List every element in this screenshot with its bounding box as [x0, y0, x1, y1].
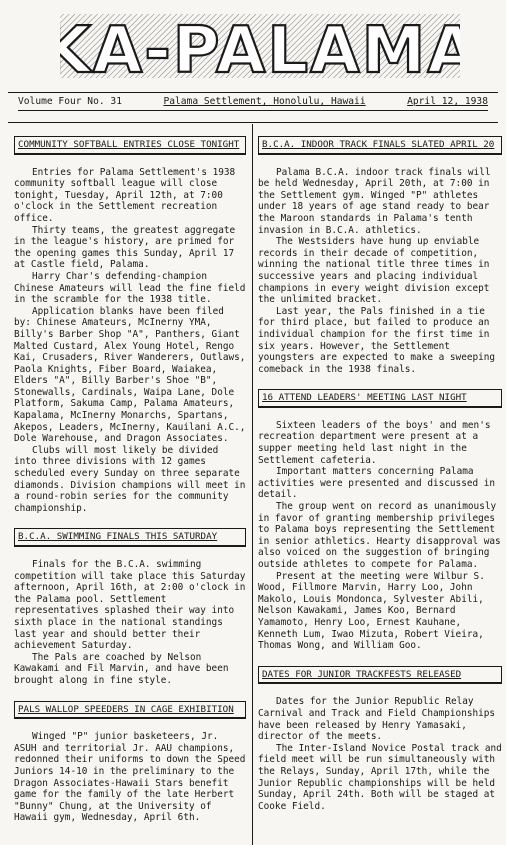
article-paragraph: Palama B.C.A. indoor track finals will be held Wednesday, April 20th, at 7:00 in the Settlement gym. Winged "P" athletes under 18 years of age stand ready to bear the Maroon standards in Palama's tenth invasion in B.C.A. athletics. — [258, 166, 491, 236]
article-paragraph: Last year, the Pals finished in a tie for third place, but failed to produce an individual champion for the first time in six years. However, the Settlement youngsters are expected to make a sweeping comeback in the 1938 finals. — [258, 305, 496, 375]
issue-volume: Volume Four No. 31 — [18, 96, 122, 107]
article-paragraph: Sixteen leaders of the boys' and men's recreation department were present at a supper meeting held last night in the Settlement cafeteria. — [258, 419, 491, 466]
article-pals-wallop-speeders — [14, 701, 246, 824]
article-paragraph: The Pals are coached by Nelson Kawakami and Fil Marvin, and have been brought along in fine style. — [14, 651, 229, 686]
article-paragraph: Finals for the B.C.A. swimming competition will take place this Saturday afternoon, April 16th, at 2:00 o'clock in the Palama pool. Settlement representatives splashed their way into sixth place in the national standings last year and should better their achievement Saturday. — [14, 559, 246, 652]
article-paragraph: The Inter-Island Novice Postal track and field meet will be run simultaneously with the Relays, Sunday, April 17th, while the Junior Republic championships will be held Sunday, April 24th. Both will be staged at Cooke Field. — [258, 742, 502, 812]
masthead — [60, 6, 460, 86]
article-paragraph: Important matters concerning Palama activities were presented and discussed in detail. — [258, 466, 496, 501]
article-junior-trackfests — [258, 666, 502, 813]
article-paragraph: The Westsiders have hung up enviable records in their decade of competition, winning the national title three times in successive years and placing individual champions in every weight division except the unlimited bracket. — [258, 236, 490, 306]
masthead-top-rule — [8, 92, 498, 93]
masthead-title: KA-PALAMA — [60, 14, 460, 86]
article-bca-swimming — [14, 528, 246, 686]
article-headline: DATES FOR JUNIOR TRACKFESTS RELEASED — [258, 666, 502, 685]
right-column — [258, 136, 502, 826]
article-headline: B.C.A. SWIMMING FINALS THIS SATURDAY — [14, 528, 246, 547]
masthead-logo — [60, 6, 460, 86]
article-headline: COMMUNITY SOFTBALL ENTRIES CLOSE TONIGHT — [14, 136, 246, 155]
article-paragraph: The group went on record as unanimously in favor of granting membership privileges to Palama boys representing the Settlement in senior athletics. Hearty disapproval was also voiced on the suggestion of bringing outside athletes to compete for Palama. — [258, 501, 501, 570]
column-divider — [252, 124, 253, 845]
article-leaders-meeting — [258, 389, 502, 651]
columns-top-rule — [8, 122, 498, 123]
article-paragraph: Entries for Palama Settlement's 1938 community softball league will close tonight, Tuesday, April 12th, at 7:00 o'clock in the Settlement recreation office. — [14, 166, 236, 224]
article-paragraph: Clubs will most likely be divided into three divisions with 12 games scheduled every Sunday on three separate diamonds. Division champions will meet in a round-robin series for the community championship. — [14, 444, 246, 514]
left-column — [14, 136, 246, 838]
article-softball-entries — [14, 136, 246, 514]
article-headline: B.C.A. INDOOR TRACK FINALS SLATED APRIL 20 — [258, 136, 502, 155]
article-headline: 16 ATTEND LEADERS' MEETING LAST NIGHT — [258, 389, 502, 408]
article-paragraph: Harry Char's defending-champion Chinese Amateurs will lead the fine field in the scramble for the 1938 title. — [14, 270, 246, 306]
article-paragraph: Thirty teams, the greatest aggregate in the league's history, are primed for the opening games this Sunday, April 17 at Castle field, Palama. — [14, 224, 236, 271]
issue-date: April 12, 1938 — [407, 96, 488, 107]
article-headline: PALS WALLOP SPEEDERS IN CAGE EXHIBITION — [14, 701, 246, 720]
article-bca-indoor-track — [258, 136, 502, 375]
article-paragraph: Winged "P" junior basketeers, Jr. ASUH and territorial Jr. AAU champions, redonned their uniforms to down the Speed Juniors 14-10 in the preliminary to the Dragon Associates-Hawaii Stars benefit game for the family of the late Herbert "Bunny" Chung, at the University of Hawaii gym, Wednesday, April 6th. — [14, 731, 246, 824]
issue-info-line — [18, 96, 488, 111]
issue-publisher: Palama Settlement, Honolulu, Hawaii — [163, 96, 366, 107]
article-paragraph: Present at the meeting were Wilbur S. Wood, Fillmore Marvin, Harry Loo, John Makolo, Louis Mondonca, Sylvester Abili, Nelson Kawakami, James Koo, Bernard Yamamoto, Henry Loo, Ernest Kauhane, Kenneth Lum, Iwao Mizuta, Robert Vieira, Thomas Wong, and William Goo. — [258, 570, 485, 652]
article-paragraph: Dates for the Junior Republic Relay Carnival and Track and Field Championships have been released by Henry Yamasaki, director of the meets. — [258, 696, 496, 743]
article-paragraph: Application blanks have been filed by: Chinese Amateurs, McInerny YMA, Billy's Barber Shop "A", Panthers, Giant Malted Custard, Alex Young Hotel, Rengo Kai, Crusaders, River Wanderers, Outlaws, Paola Knights, Fiber Board, Waiakea, Elders "A", Billy Barber's Shoe "B", Stonewalls, Cardinals, Waipa Lane, Dole Platform, Sakuma Camp, Palama Amateurs, Kapalama, McInerny Monarchs, Spartans, Akepos, Leaders, McInerny, Kauilani A.C., Dole Warehouse, and Dragon Associates. — [14, 305, 246, 445]
